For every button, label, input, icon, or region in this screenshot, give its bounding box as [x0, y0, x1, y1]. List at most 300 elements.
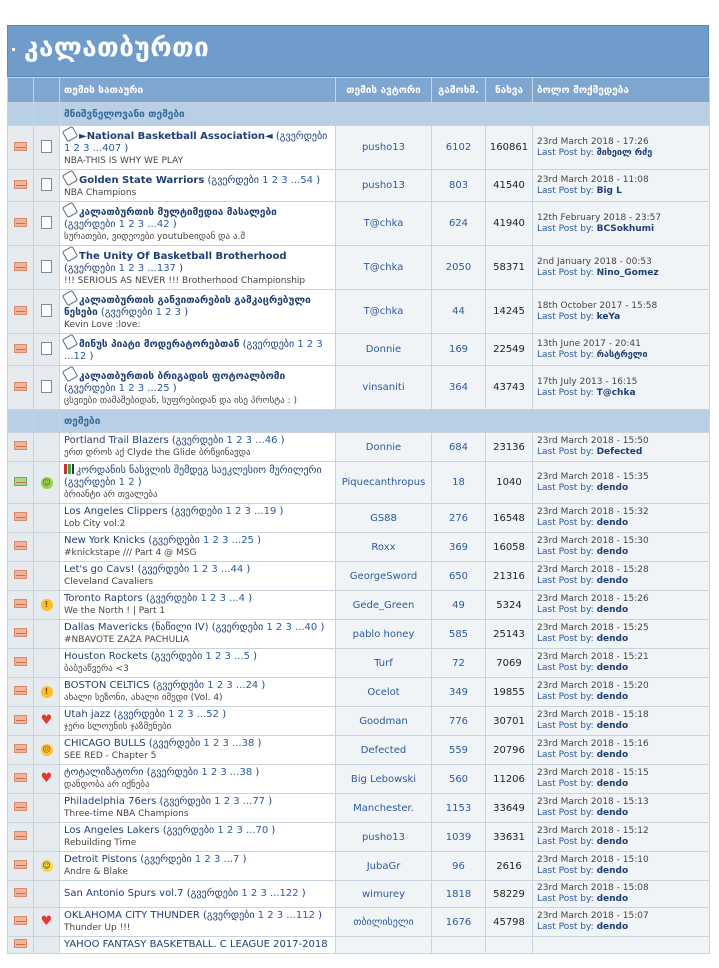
- topic-description: Rebuilding Time: [64, 838, 137, 848]
- topic-author-link[interactable]: T@chka: [336, 202, 432, 246]
- replies-count-link[interactable]: 276: [432, 504, 486, 533]
- last-post-date: 23rd March 2018 - 15:50: [537, 436, 649, 446]
- topic-pages: (გვერდები 1 2 3 ...19 ): [167, 506, 284, 517]
- topic-author-link[interactable]: pusho13: [336, 126, 432, 170]
- topic-pages: (გვერდები 1 2 3 ...25 ): [64, 383, 177, 394]
- topic-cell: [60, 334, 336, 366]
- topic-author-link[interactable]: wimurey: [336, 881, 432, 908]
- page-links[interactable]: 1 2 3 ...44: [192, 564, 244, 575]
- last-post-cell: [533, 126, 710, 170]
- page-links[interactable]: 1 2 3 ...12: [64, 339, 323, 362]
- topic-title-link[interactable]: San Antonio Spurs vol.7: [64, 888, 184, 899]
- envelope-icon: [14, 628, 27, 637]
- topic-cell: [60, 246, 336, 290]
- last-post-by: Last Post by: T@chka: [537, 387, 636, 398]
- envelope-icon: [14, 888, 27, 897]
- views-count: 45798: [486, 908, 533, 937]
- last-post-user-link[interactable]: dendo: [596, 482, 629, 493]
- header-author[interactable]: თემის ავტორი: [336, 78, 432, 103]
- envelope-icon: [14, 512, 27, 521]
- type-cell: [34, 290, 60, 334]
- topic-author-link[interactable]: pusho13: [336, 170, 432, 202]
- topic-cell: [60, 170, 336, 202]
- topic-pages: (გვერდები 1 2 3 ...44 ): [134, 564, 251, 575]
- topic-author-link[interactable]: GeorgeSword: [336, 562, 432, 591]
- topic-title-link[interactable]: YAHOO FANTASY BASKETBALL. C LEAGUE 2017-2018: [64, 939, 328, 950]
- last-post-date: 23rd March 2018 - 15:13: [537, 797, 649, 807]
- topic-author-link[interactable]: Donnie: [336, 433, 432, 462]
- status-cell: [8, 433, 34, 462]
- page-links[interactable]: 1 2 3 ...42: [118, 219, 170, 230]
- last-post-user-link[interactable]: keYa: [596, 311, 621, 322]
- type-cell: [34, 620, 60, 649]
- replies-count-link[interactable]: 1153: [432, 794, 486, 823]
- last-post-user-link[interactable]: dendo: [596, 547, 629, 557]
- status-cell: [8, 765, 34, 794]
- topic-title-link[interactable]: Detroit Pistons: [64, 854, 138, 865]
- last-post-user-link[interactable]: dendo: [596, 894, 629, 904]
- topic-description: ახალი სეზონი, ახალი იმედი (Vol. 4): [64, 693, 223, 703]
- last-post-cell: [533, 202, 710, 246]
- replies-count-link[interactable]: 44: [432, 290, 486, 334]
- topic-author-link[interactable]: JubaGr: [336, 852, 432, 881]
- topic-pages: (გვერდები 1 2 3 ...70 ): [159, 825, 276, 836]
- topic-description: #NBAVOTE ZAZA PACHULIA: [64, 635, 189, 645]
- last-post-by: Last Post by: dendo: [537, 634, 629, 644]
- heart-icon: ♥: [40, 713, 53, 728]
- topic-author-link[interactable]: Big Lebowski: [336, 765, 432, 794]
- views-count: 30701: [486, 707, 533, 736]
- type-cell: [34, 246, 60, 290]
- page-links[interactable]: 1 2 3 ...137: [118, 263, 176, 274]
- type-cell: [34, 678, 60, 707]
- topic-description: ცსვიები თამაშებიდან, სუფრებიდან და ისე პროსტა : ): [64, 396, 298, 406]
- topic-author-link[interactable]: Manchester.: [336, 794, 432, 823]
- replies-count-link[interactable]: 169: [432, 334, 486, 366]
- replies-count-link[interactable]: [432, 937, 486, 954]
- last-post-user-link[interactable]: dendo: [596, 922, 629, 932]
- table-row: [8, 290, 710, 334]
- status-cell: [8, 852, 34, 881]
- last-post-user-link[interactable]: dendo: [596, 866, 629, 876]
- last-post-user-link[interactable]: dendo: [596, 663, 629, 673]
- status-cell: [8, 591, 34, 620]
- page-links[interactable]: 1 2 3 ...25: [203, 535, 254, 546]
- last-post-by: Last Post by: dendo: [537, 692, 629, 702]
- last-post-date: 23rd March 2018 - 17:26: [537, 136, 649, 147]
- topic-cell: [60, 591, 336, 620]
- last-post-user-link[interactable]: dendo: [596, 518, 629, 528]
- last-post-by: Last Post by: dendo: [537, 808, 629, 818]
- type-cell: [34, 202, 60, 246]
- views-count: 5324: [486, 591, 533, 620]
- poll-icon: [64, 464, 74, 474]
- topic-pages: (გვერდები 1 2 3 ...38 ): [143, 767, 260, 778]
- last-post-user-link[interactable]: dendo: [596, 576, 629, 586]
- table-row: [8, 126, 710, 170]
- topic-cell: [60, 908, 336, 937]
- type-cell: [34, 852, 60, 881]
- header-topic[interactable]: თემის სათაური: [60, 78, 336, 103]
- topic-title-link[interactable]: Houston Rockets: [64, 651, 148, 662]
- last-post-cell: [533, 334, 710, 366]
- page-links[interactable]: 1 2 3 ...407: [64, 143, 122, 154]
- views-count: 7069: [486, 649, 533, 678]
- last-post-user-link[interactable]: მიხეილ რძე: [596, 147, 653, 158]
- pin-icon: [62, 290, 78, 306]
- table-row: [8, 736, 710, 765]
- views-count: 2616: [486, 852, 533, 881]
- last-post-by: Last Post by: dendo: [537, 866, 629, 876]
- topic-pages: (გვერდები 1 2 3 ...122 ): [183, 888, 306, 899]
- page-links[interactable]: 1 2 3 ...46: [226, 435, 278, 446]
- topic-cell: [60, 765, 336, 794]
- table-row: [8, 462, 710, 504]
- table-row: [8, 678, 710, 707]
- last-post-by: Last Post by: dendo: [537, 721, 629, 731]
- last-post-date: 23rd March 2018 - 15:20: [537, 681, 649, 691]
- replies-count-link[interactable]: 776: [432, 707, 486, 736]
- topic-title-link[interactable]: OKLAHOMA CITY THUNDER: [64, 910, 200, 921]
- last-post-date: 23rd March 2018 - 15:26: [537, 594, 649, 604]
- topic-title-link[interactable]: CHICAGO BULLS: [64, 738, 146, 749]
- last-post-by: Last Post by: dendo: [537, 547, 629, 557]
- page-links[interactable]: 1 2 3 ...54: [262, 175, 314, 186]
- topic-title-link[interactable]: Portland Trail Blazers: [64, 435, 169, 446]
- topic-title-link[interactable]: კორდანის ნასვლის შემდეგ საეკლესიო მურილერი: [76, 465, 322, 476]
- replies-count-link[interactable]: 6102: [432, 126, 486, 170]
- envelope-icon: [14, 142, 27, 151]
- last-post-user-link[interactable]: dendo: [596, 750, 629, 760]
- page-links[interactable]: 1 2 3 ...122: [241, 888, 299, 899]
- topic-title-link[interactable]: The Unity Of Basketball Brotherhood: [79, 251, 287, 262]
- page-links[interactable]: 1 2 3: [155, 307, 182, 318]
- page-links[interactable]: 1 2 3 ...40: [266, 622, 318, 633]
- pin-icon: [62, 170, 78, 186]
- envelope-icon: [14, 939, 27, 948]
- views-count: 41540: [486, 170, 533, 202]
- last-post-date: 12th February 2018 - 23:57: [537, 212, 662, 223]
- page-links[interactable]: 1 2 3 ...19: [225, 506, 277, 517]
- topic-description: !!! SERIOUS AS NEVER !!! Brotherhood Championship: [64, 276, 306, 286]
- topic-cell: [60, 202, 336, 246]
- last-post-cell: [533, 591, 710, 620]
- topic-author-link[interactable]: vinsaniti: [336, 366, 432, 410]
- topic-author-link[interactable]: Goodman: [336, 707, 432, 736]
- pin-icon: [62, 246, 78, 262]
- table-row: [8, 707, 710, 736]
- topic-title-link[interactable]: კალათბურთის ბრიგადის ფოტოალბომი: [79, 371, 286, 382]
- topic-pages: (გვერდები 1 2 3 ...12 ): [64, 339, 323, 362]
- topic-author-link[interactable]: თბილისელი: [336, 908, 432, 937]
- type-cell: [34, 366, 60, 410]
- views-count: 1040: [486, 462, 533, 504]
- topic-author-link[interactable]: Roxx: [336, 533, 432, 562]
- last-post-by: Last Post by: dendo: [537, 922, 629, 932]
- topic-title-link[interactable]: Philadelphia 76ers: [64, 796, 157, 807]
- replies-count-link[interactable]: 349: [432, 678, 486, 707]
- replies-count-link[interactable]: 1676: [432, 908, 486, 937]
- views-count: 160861: [486, 126, 533, 170]
- topic-cell: [60, 823, 336, 852]
- topic-author-link[interactable]: [336, 937, 432, 954]
- heart-icon: ♥: [40, 914, 53, 929]
- topic-title-link[interactable]: კალათბურთის განვითარების გამკაცრებული ნესები: [64, 295, 311, 318]
- type-cell: [34, 937, 60, 954]
- table-row: [8, 823, 710, 852]
- forum-header: [7, 25, 709, 77]
- last-post-user-link[interactable]: dendo: [596, 692, 629, 702]
- last-post-date: 23rd March 2018 - 15:18: [537, 710, 649, 720]
- page-links[interactable]: 1 2: [118, 477, 135, 488]
- last-post-by: Last Post by: dendo: [537, 894, 629, 904]
- topic-cell: [60, 794, 336, 823]
- topic-description: We the North ! | Part 1: [64, 606, 166, 616]
- table-header-row: [8, 78, 710, 103]
- table-row: [8, 649, 710, 678]
- envelope-icon: [14, 831, 27, 840]
- type-cell: [34, 334, 60, 366]
- views-count: 43743: [486, 366, 533, 410]
- views-count: 58229: [486, 881, 533, 908]
- topic-description: ჯერი სლოუნის ჯაზმენები: [64, 722, 172, 732]
- last-post-cell: [533, 170, 710, 202]
- replies-count-link[interactable]: 585: [432, 620, 486, 649]
- last-post-user-link[interactable]: Defected: [596, 447, 643, 457]
- envelope-icon: [14, 344, 27, 353]
- replies-count-link[interactable]: 559: [432, 736, 486, 765]
- status-cell: [8, 649, 34, 678]
- status-cell: [8, 707, 34, 736]
- replies-count-link[interactable]: 1818: [432, 881, 486, 908]
- views-count: 41940: [486, 202, 533, 246]
- topic-title-link[interactable]: მინუს პიატი მოდერატორებთან: [79, 339, 240, 350]
- replies-count-link[interactable]: 684: [432, 433, 486, 462]
- last-post-by: Last Post by: მიხეილ რძე: [537, 147, 653, 158]
- table-row: [8, 334, 710, 366]
- replies-count-link[interactable]: 650: [432, 562, 486, 591]
- replies-count-link[interactable]: 364: [432, 366, 486, 410]
- topic-cell: [60, 126, 336, 170]
- topic-cell: [60, 649, 336, 678]
- last-post-cell: [533, 620, 710, 649]
- last-post-user-link[interactable]: dendo: [596, 779, 629, 789]
- topic-pages: (გვერდები 1 2 3 ...38 ): [145, 738, 262, 749]
- forum-container: [7, 25, 709, 954]
- replies-count-link[interactable]: 49: [432, 591, 486, 620]
- views-count: 20796: [486, 736, 533, 765]
- page-links[interactable]: 1 2 3 ...70: [217, 825, 269, 836]
- type-cell: [34, 170, 60, 202]
- topic-author-link[interactable]: GS88: [336, 504, 432, 533]
- table-row: [8, 504, 710, 533]
- last-post-date: 23rd March 2018 - 15:28: [537, 565, 649, 575]
- envelope-icon: [14, 382, 27, 391]
- page-links[interactable]: 1 2 3 ...7: [194, 854, 240, 865]
- topic-title-link[interactable]: Toronto Raptors: [64, 593, 143, 604]
- page-links[interactable]: 1 2 3 ...38: [203, 738, 255, 749]
- section-title: თემები: [60, 410, 710, 433]
- envelope-icon: [14, 657, 27, 666]
- topic-cell: [60, 620, 336, 649]
- type-cell: [34, 649, 60, 678]
- topic-title-link[interactable]: BOSTON CELTICS: [64, 680, 150, 691]
- page-links[interactable]: 1 2 3 ...77: [214, 796, 266, 807]
- last-post-date: 23rd March 2018 - 15:08: [537, 883, 649, 893]
- last-post-date: 23rd March 2018 - 15:30: [537, 536, 649, 546]
- topic-title-link[interactable]: Los Angeles Clippers: [64, 506, 168, 517]
- replies-count-link[interactable]: 803: [432, 170, 486, 202]
- topic-author-link[interactable]: pusho13: [336, 823, 432, 852]
- last-post-date: 23rd March 2018 - 15:10: [537, 855, 649, 865]
- topic-title-link[interactable]: Utah jazz: [64, 709, 111, 720]
- last-post-user-link[interactable]: dendo: [596, 634, 629, 644]
- last-post-cell: [533, 765, 710, 794]
- page-links[interactable]: 1 2 3 ...38: [201, 767, 253, 778]
- status-cell: [8, 881, 34, 908]
- topic-author-link[interactable]: pablo honey: [336, 620, 432, 649]
- table-row: [8, 202, 710, 246]
- topic-cell: [60, 433, 336, 462]
- topic-description: სურათები, ვიდეოები youtubeიდან და ა.შ: [64, 232, 246, 242]
- angry-face-icon: ☹: [42, 745, 51, 754]
- last-post-cell: [533, 707, 710, 736]
- page-links[interactable]: 1 2 3 ...52: [168, 709, 220, 720]
- header-last-action[interactable]: ბოლო მოქმედება: [533, 78, 710, 103]
- page-links[interactable]: 1 2 3 ...24: [207, 680, 259, 691]
- topic-cell: [60, 462, 336, 504]
- topic-description: NBA-THIS IS WHY WE PLAY: [64, 156, 184, 166]
- replies-count-link[interactable]: 560: [432, 765, 486, 794]
- topic-description: Cleveland Cavaliers: [64, 577, 154, 587]
- status-cell: [8, 908, 34, 937]
- replies-count-link[interactable]: 369: [432, 533, 486, 562]
- table-row: [8, 765, 710, 794]
- replies-count-link[interactable]: 2050: [432, 246, 486, 290]
- topic-pages: (გვერდები 1 2 3 ...40 ): [208, 622, 325, 633]
- topic-author-link[interactable]: Defected: [336, 736, 432, 765]
- status-cell: [8, 794, 34, 823]
- page-links[interactable]: 1 2 3 ...5: [205, 651, 250, 662]
- type-cell: [34, 126, 60, 170]
- document-icon: [41, 380, 52, 393]
- replies-count-link[interactable]: 624: [432, 202, 486, 246]
- topic-pages: (გვერდები 1 2 3 ...25 ): [145, 535, 261, 546]
- replies-count-link[interactable]: 18: [432, 462, 486, 504]
- last-post-user-link[interactable]: dendo: [596, 837, 629, 847]
- last-post-by: Last Post by: dendo: [537, 663, 629, 673]
- topic-title-link[interactable]: Los Angeles Lakers: [64, 825, 160, 836]
- section-cell: [8, 410, 34, 433]
- last-post-by: Last Post by: BCSokhumi: [537, 223, 655, 234]
- envelope-icon: [14, 180, 27, 189]
- last-post-cell: [533, 562, 710, 591]
- topic-pages: (გვერდები 1 2 3 ...4 ): [142, 593, 253, 604]
- topic-author-link[interactable]: T@chka: [336, 290, 432, 334]
- last-post-cell: [533, 504, 710, 533]
- document-icon: [41, 260, 52, 273]
- table-row: [8, 908, 710, 937]
- last-post-date: 23rd March 2018 - 15:16: [537, 739, 649, 749]
- topic-author-link[interactable]: Donnie: [336, 334, 432, 366]
- topic-pages: (გვერდები 1 2 3 ...42 ): [64, 219, 177, 230]
- last-post-cell: [533, 881, 710, 908]
- last-post-user-link[interactable]: dendo: [596, 721, 629, 731]
- last-post-cell: [533, 678, 710, 707]
- views-count: 19855: [486, 678, 533, 707]
- last-post-cell: [533, 852, 710, 881]
- topic-title-link[interactable]: კალათბურთის მულტიმედია მასალები: [79, 207, 277, 218]
- section-row: [8, 103, 710, 126]
- topic-pages: (გვერდები 1 2 3 ...137 ): [64, 263, 184, 274]
- topic-author-link[interactable]: Gede_Green: [336, 591, 432, 620]
- header-replies[interactable]: გამოხმ.: [432, 78, 486, 103]
- topic-title-link[interactable]: Let's go Cavs!: [64, 564, 135, 575]
- last-post-cell: [533, 533, 710, 562]
- topic-cell: [60, 678, 336, 707]
- topic-title-link[interactable]: ►National Basketball Association◄: [79, 131, 273, 142]
- views-count: 14245: [486, 290, 533, 334]
- last-post-user-link[interactable]: T@chka: [596, 387, 636, 398]
- last-post-user-link[interactable]: dendo: [596, 605, 629, 615]
- topic-title-link[interactable]: Dallas Mavericks (ნაწილი IV): [64, 622, 209, 633]
- section-cell: [34, 103, 60, 126]
- replies-count-link[interactable]: 72: [432, 649, 486, 678]
- last-post-by: Last Post by: dendo: [537, 837, 629, 847]
- status-cell: [8, 937, 34, 954]
- table-row: [8, 433, 710, 462]
- topic-title-link[interactable]: ტოტალიზატორი: [64, 767, 144, 778]
- last-post-date: 23rd March 2018 - 11:08: [537, 174, 649, 185]
- last-post-user-link[interactable]: Big L: [596, 185, 622, 196]
- replies-count-link[interactable]: 1039: [432, 823, 486, 852]
- last-post-user-link[interactable]: რასტრელი: [596, 349, 648, 360]
- views-count: 22549: [486, 334, 533, 366]
- topic-author-link[interactable]: Ocelot: [336, 678, 432, 707]
- last-post-user-link[interactable]: dendo: [596, 808, 629, 818]
- page-links[interactable]: 1 2 3 ...112: [257, 910, 315, 921]
- last-post-user-link[interactable]: Nino_Gomez: [596, 267, 659, 278]
- topic-author-link[interactable]: Piquecanthropus: [336, 462, 432, 504]
- topic-description: ბრიანტი არ თვალება: [64, 490, 158, 500]
- header-views[interactable]: ნახვა: [486, 78, 533, 103]
- topic-author-link[interactable]: T@chka: [336, 246, 432, 290]
- page-links[interactable]: 1 2 3 ...4: [200, 593, 246, 604]
- last-post-cell: [533, 290, 710, 334]
- topic-title-link[interactable]: Golden State Warriors: [79, 175, 205, 186]
- topic-cell: [60, 562, 336, 591]
- table-row: [8, 881, 710, 908]
- status-cell: [8, 334, 34, 366]
- page-links[interactable]: 1 2 3 ...25: [118, 383, 170, 394]
- topic-description: #knickstape /// Part 4 @ MSG: [64, 548, 197, 558]
- type-cell: [34, 591, 60, 620]
- topic-description: Lob City vol.2: [64, 519, 126, 529]
- replies-count-link[interactable]: 96: [432, 852, 486, 881]
- header-type-col: [34, 78, 60, 103]
- last-post-date: 23rd March 2018 - 15:32: [537, 507, 649, 517]
- topic-pages: (გვერდები 1 2 3 ...77 ): [156, 796, 273, 807]
- topic-cell: [60, 290, 336, 334]
- table-row: [8, 533, 710, 562]
- topic-title-link[interactable]: New York Knicks: [64, 535, 146, 546]
- status-cell: [8, 462, 34, 504]
- topic-author-link[interactable]: Turf: [336, 649, 432, 678]
- views-count: 16548: [486, 504, 533, 533]
- topic-cell: [60, 881, 336, 908]
- last-post-user-link[interactable]: BCSokhumi: [596, 223, 655, 234]
- envelope-icon: [14, 306, 27, 315]
